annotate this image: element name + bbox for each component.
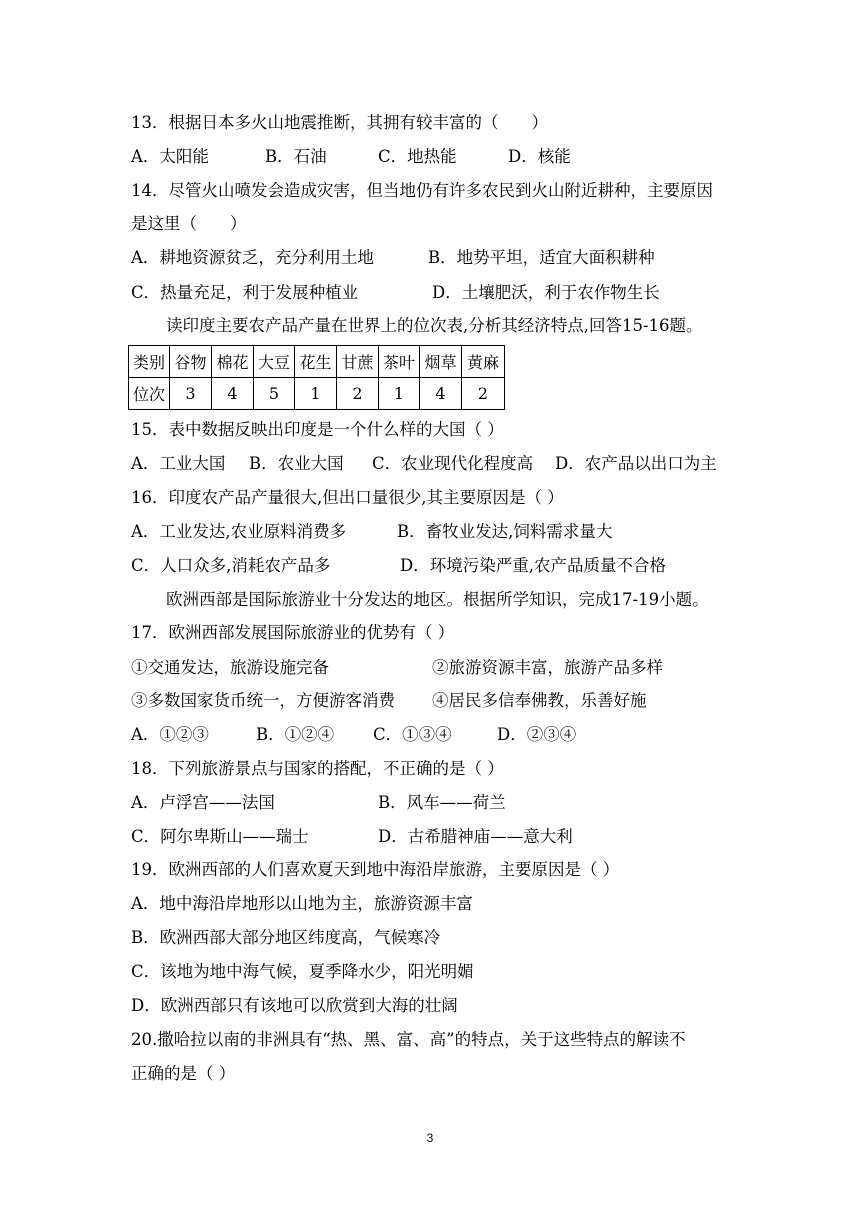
q18-option-a: A．卢浮宫——法国 [131,793,275,812]
question-16-stem: 16．印度农产品产量很大,但出口量很少,其主要原因是（ ） [131,488,564,507]
q17-statement-3: ③多数国家货币统一，方便游客消费 [131,691,395,710]
q14-option-a: A．耕地资源贫乏，充分利用土地 [131,248,374,267]
q19-option-d: D．欧洲西部只有该地可以欣赏到大海的壮阔 [131,996,458,1015]
question-13-stem: 13．根据日本多火山地震推断，其拥有较丰富的（ ） [131,113,548,132]
table-row-label: 位次 [129,378,170,410]
table-header-cell: 烟草 [420,346,462,378]
q16-option-d: D．环境污染严重,农产品质量不合格 [400,556,666,575]
q19-option-b: B．欧洲西部大部分地区纬度高，气候寒冷 [131,928,441,947]
table-header-cell: 茶叶 [379,346,420,378]
q17-option-c: C．①③④ [373,725,452,744]
q15-option-d: D．农产品以出口为主 [555,454,717,473]
q19-option-c: C．该地为地中海气候，夏季降水少，阳光明媚 [131,962,474,981]
q16-option-a: A．工业发达,农业原料消费多 [131,522,347,541]
q19-option-a: A．地中海沿岸地形以山地为主，旅游资源丰富 [131,894,473,913]
q15-option-a: A．工业大国 [131,454,226,473]
q15-option-b: B．农业大国 [249,454,344,473]
question-14-stem-line2: 是这里（ ） [131,214,247,233]
q17-option-d: D．②③④ [497,725,577,744]
q13-option-b: B．石油 [265,147,327,166]
intro-15-16: 读印度主要农产品产量在世界上的位次表,分析其经济特点,回答15-16题。 [166,316,703,335]
table-header-label: 类别 [129,346,170,378]
india-crop-rank-table [128,345,505,410]
table-header-cell: 黄麻 [462,346,505,378]
table-cell: 1 [379,378,420,410]
question-18-stem: 18．下列旅游景点与国家的搭配，不正确的是（ ） [131,759,504,778]
question-20-stem-line2: 正确的是（ ） [131,1064,236,1083]
q14-option-c: C．热量充足，利于发展种植业 [131,283,359,302]
q17-option-b: B．①②④ [256,725,335,744]
q18-option-c: C．阿尔卑斯山——瑞士 [131,827,309,846]
q14-option-d: D．土壤肥沃，利于农作物生长 [432,283,660,302]
intro-17-19: 欧洲西部是国际旅游业十分发达的地区。根据所学知识，完成17-19小题。 [166,590,709,609]
q16-option-c: C．人口众多,消耗农产品多 [131,556,331,575]
table-row [129,378,505,410]
q17-option-a: A．①②③ [131,725,209,744]
table-cell: 3 [170,378,212,410]
table-cell: 4 [420,378,462,410]
table-header-row [129,346,505,378]
table-cell: 4 [212,378,254,410]
q16-option-b: B．畜牧业发达,饲料需求量大 [397,522,613,541]
q18-option-b: B．风车——荷兰 [378,793,506,812]
table-cell: 2 [462,378,505,410]
table-cell: 5 [254,378,295,410]
table-header-cell: 大豆 [254,346,295,378]
q13-option-a: A．太阳能 [131,147,209,166]
table-cell: 2 [337,378,379,410]
q17-statement-4: ④居民多信奉佛教，乐善好施 [432,691,647,710]
question-14-stem-line1: 14．尽管火山喷发会造成灾害，但当地仍有许多农民到火山附近耕种，主要原因 [131,181,713,200]
question-19-stem: 19．欧洲西部的人们喜欢夏天到地中海沿岸旅游，主要原因是（ ） [131,860,620,879]
q17-statement-1: ①交通发达，旅游设施完备 [131,658,329,677]
question-20-stem-line1: 20.撒哈拉以南的非洲具有“热、黑、富、高”的特点，关于这些特点的解读不 [131,1030,686,1049]
page-number: 3 [426,1131,434,1145]
table-header-cell: 谷物 [170,346,212,378]
question-15-stem: 15．表中数据反映出印度是一个什么样的大国（ ） [131,420,504,439]
q17-statement-2: ②旅游资源丰富，旅游产品多样 [432,658,663,677]
table-header-cell: 棉花 [212,346,254,378]
q15-option-c: C．农业现代化程度高 [372,454,534,473]
table-cell: 1 [295,378,337,410]
q18-option-d: D．古希腊神庙——意大利 [378,827,573,846]
table-header-cell: 甘蔗 [337,346,379,378]
question-17-stem: 17．欧洲西部发展国际旅游业的优势有（ ） [131,623,455,642]
q13-option-c: C．地热能 [378,147,457,166]
q14-option-b: B．地势平坦，适宜大面积耕种 [428,248,655,267]
q13-option-d: D．核能 [508,147,571,166]
table-header-cell: 花生 [295,346,337,378]
